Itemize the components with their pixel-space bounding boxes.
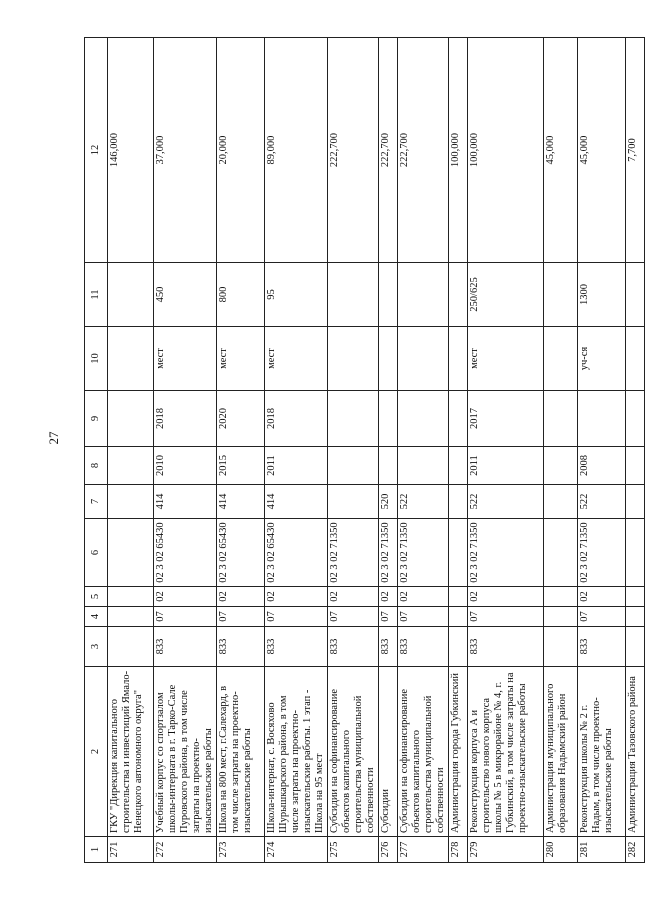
target-article-code-cell: 02 3 02 65430 [217,519,265,587]
end-year-cell [398,391,449,447]
expense-type-code-cell: 522 [468,485,544,519]
ministry-code-cell: 833 [578,627,626,667]
capacity-cell [449,263,468,327]
item-name-cell: Реконструкция корпуса А и строительство нового корпуса школы № 5 в микрорайоне № 4, г. Губкинский, в том числе затраты на проектно-изыскательские работы [468,667,544,837]
item-name-cell: ГКУ "Дирекция капитального строительства и инвестиций Ямало-Ненецкого автономного округа" [108,667,154,837]
amount-cell: 146,000 [108,38,154,263]
amount-cell: 37,000 [154,38,217,263]
amount-cell: 45,000 [544,38,578,263]
table-row [468,38,544,863]
subsection-code-cell [449,587,468,607]
subsection-code-cell: 02 [379,587,398,607]
ministry-code-cell: 833 [328,627,379,667]
ministry-code-cell: 833 [398,627,449,667]
row-number-cell: 278 [449,837,468,863]
item-name-cell: Реконструкция школы № 2 г. Надым, в том числе проектно-изыскательские работы [578,667,626,837]
capacity-cell: 450 [154,263,217,327]
target-article-code-cell: 02 3 02 71350 [468,519,544,587]
end-year-cell [626,391,645,447]
start-year-cell [626,447,645,485]
expense-type-code-cell: 414 [217,485,265,519]
start-year-cell [544,447,578,485]
amount-cell: 222,700 [398,38,449,263]
end-year-cell [544,391,578,447]
capacity-cell [379,263,398,327]
section-code-cell: 07 [578,607,626,627]
unit-cell [544,327,578,391]
subsection-code-cell: 02 [578,587,626,607]
capacity-cell [328,263,379,327]
end-year-cell: 2018 [265,391,328,447]
subsection-code-cell [626,587,645,607]
expense-type-code-cell: 522 [398,485,449,519]
row-number-cell: 273 [217,837,265,863]
amount-cell: 222,700 [379,38,398,263]
section-code-cell [544,607,578,627]
table-row [265,38,328,863]
start-year-cell: 2015 [217,447,265,485]
item-name-cell: Субсидии на софинансирование объектов капитального строительства муниципальной собственности [328,667,379,837]
ministry-code-cell: 833 [217,627,265,667]
expense-type-code-cell [626,485,645,519]
section-code-cell [449,607,468,627]
capacity-cell [398,263,449,327]
column-header: 9 [85,391,108,447]
row-number-cell: 282 [626,837,645,863]
amount-cell: 45,000 [578,38,626,263]
section-code-cell: 07 [398,607,449,627]
column-header: 1 [85,837,108,863]
target-article-code-cell: 02 3 02 71350 [379,519,398,587]
section-code-cell: 07 [379,607,398,627]
end-year-cell: 2017 [468,391,544,447]
table-row [449,38,468,863]
section-code-cell: 07 [217,607,265,627]
capacity-cell: 250/625 [468,263,544,327]
subsection-code-cell [544,587,578,607]
row-number-cell: 281 [578,837,626,863]
amount-cell: 100,000 [468,38,544,263]
row-number-cell: 271 [108,837,154,863]
page-number: 27 [46,431,61,445]
document-page [84,38,638,863]
capacity-cell [108,263,154,327]
capacity-cell: 800 [217,263,265,327]
row-number-cell: 274 [265,837,328,863]
row-number-cell: 280 [544,837,578,863]
column-header: 7 [85,485,108,519]
capacity-cell: 95 [265,263,328,327]
expense-type-code-cell [328,485,379,519]
section-code-cell: 07 [468,607,544,627]
capacity-cell [626,263,645,327]
expense-type-code-cell: 522 [578,485,626,519]
ministry-code-cell [626,627,645,667]
start-year-cell [449,447,468,485]
table-row [398,38,449,863]
item-name-cell: Школа на 800 мест, г.Салехард, в том числе затраты на проектно-изыскательские работы [217,667,265,837]
target-article-code-cell: 02 3 02 65430 [154,519,217,587]
amount-cell: 89,000 [265,38,328,263]
ministry-code-cell: 833 [154,627,217,667]
table-row [626,38,645,863]
section-code-cell: 07 [328,607,379,627]
subsection-code-cell: 02 [468,587,544,607]
end-year-cell [379,391,398,447]
header-row [85,38,108,863]
section-code-cell: 07 [154,607,217,627]
start-year-cell: 2011 [265,447,328,485]
unit-cell: мест [265,327,328,391]
table-row [154,38,217,863]
item-name-cell: Школа-интернат, с. Восяхово Шурышкарского района, в том числе затраты на проектно-изыскательские работы. 1 этап - Школа на 95 мест [265,667,328,837]
unit-cell [398,327,449,391]
unit-cell [379,327,398,391]
table-row [108,38,154,863]
section-code-cell [626,607,645,627]
row-number-cell: 277 [398,837,449,863]
amount-cell: 222,700 [328,38,379,263]
target-article-code-cell [544,519,578,587]
start-year-cell: 2011 [468,447,544,485]
expense-type-code-cell [449,485,468,519]
start-year-cell [108,447,154,485]
table-row [544,38,578,863]
end-year-cell [328,391,379,447]
column-header: 3 [85,627,108,667]
end-year-cell [578,391,626,447]
expense-type-code-cell [108,485,154,519]
unit-cell [108,327,154,391]
expense-type-code-cell [544,485,578,519]
start-year-cell: 2010 [154,447,217,485]
target-article-code-cell: 02 3 02 71350 [328,519,379,587]
column-header: 5 [85,587,108,607]
unit-cell [626,327,645,391]
unit-cell [449,327,468,391]
row-number-cell: 272 [154,837,217,863]
capacity-cell [544,263,578,327]
row-number-cell: 276 [379,837,398,863]
item-name-cell: Субсидии на софинансирование объектов капитального строительства муниципальной собственности [398,667,449,837]
subsection-code-cell: 02 [328,587,379,607]
start-year-cell: 2008 [578,447,626,485]
unit-cell [328,327,379,391]
expense-type-code-cell: 520 [379,485,398,519]
item-name-cell: Администрация Тазовского района [626,667,645,837]
item-name-cell: Администрация города Губкинский [449,667,468,837]
ministry-code-cell: 833 [468,627,544,667]
item-name-cell: Субсидии [379,667,398,837]
column-header: 2 [85,667,108,837]
target-article-code-cell [108,519,154,587]
table-row [379,38,398,863]
end-year-cell [449,391,468,447]
section-code-cell: 07 [265,607,328,627]
column-header: 6 [85,519,108,587]
column-header: 10 [85,327,108,391]
rotated-table-container [84,38,638,863]
target-article-code-cell: 02 3 02 71350 [578,519,626,587]
budget-table [84,37,645,863]
subsection-code-cell [108,587,154,607]
row-number-cell: 279 [468,837,544,863]
end-year-cell [108,391,154,447]
table-row [328,38,379,863]
ministry-code-cell [449,627,468,667]
amount-cell: 20,000 [217,38,265,263]
target-article-code-cell: 02 3 02 71350 [398,519,449,587]
target-article-code-cell [626,519,645,587]
target-article-code-cell [449,519,468,587]
unit-cell: уч-ся [578,327,626,391]
item-name-cell: Учебный корпус со спортзалом школы-интерната в г. Тарко-Сале Пуровского района, в том числе затраты на проектно-изыскательские работы [154,667,217,837]
subsection-code-cell: 02 [217,587,265,607]
ministry-code-cell [108,627,154,667]
amount-cell: 7,700 [626,38,645,263]
expense-type-code-cell: 414 [265,485,328,519]
capacity-cell: 1300 [578,263,626,327]
end-year-cell: 2020 [217,391,265,447]
subsection-code-cell: 02 [265,587,328,607]
start-year-cell [379,447,398,485]
row-number-cell: 275 [328,837,379,863]
start-year-cell [398,447,449,485]
table-row [217,38,265,863]
section-code-cell [108,607,154,627]
subsection-code-cell: 02 [154,587,217,607]
amount-cell: 100,000 [449,38,468,263]
target-article-code-cell: 02 3 02 65430 [265,519,328,587]
ministry-code-cell: 833 [265,627,328,667]
ministry-code-cell [544,627,578,667]
subsection-code-cell: 02 [398,587,449,607]
column-header: 11 [85,263,108,327]
unit-cell: мест [217,327,265,391]
column-header: 4 [85,607,108,627]
start-year-cell [328,447,379,485]
table-row [578,38,626,863]
column-header: 8 [85,447,108,485]
end-year-cell: 2018 [154,391,217,447]
unit-cell: мест [154,327,217,391]
expense-type-code-cell: 414 [154,485,217,519]
ministry-code-cell: 833 [379,627,398,667]
item-name-cell: Администрация муниципального образования Надымский район [544,667,578,837]
unit-cell: мест [468,327,544,391]
column-header: 12 [85,38,108,263]
